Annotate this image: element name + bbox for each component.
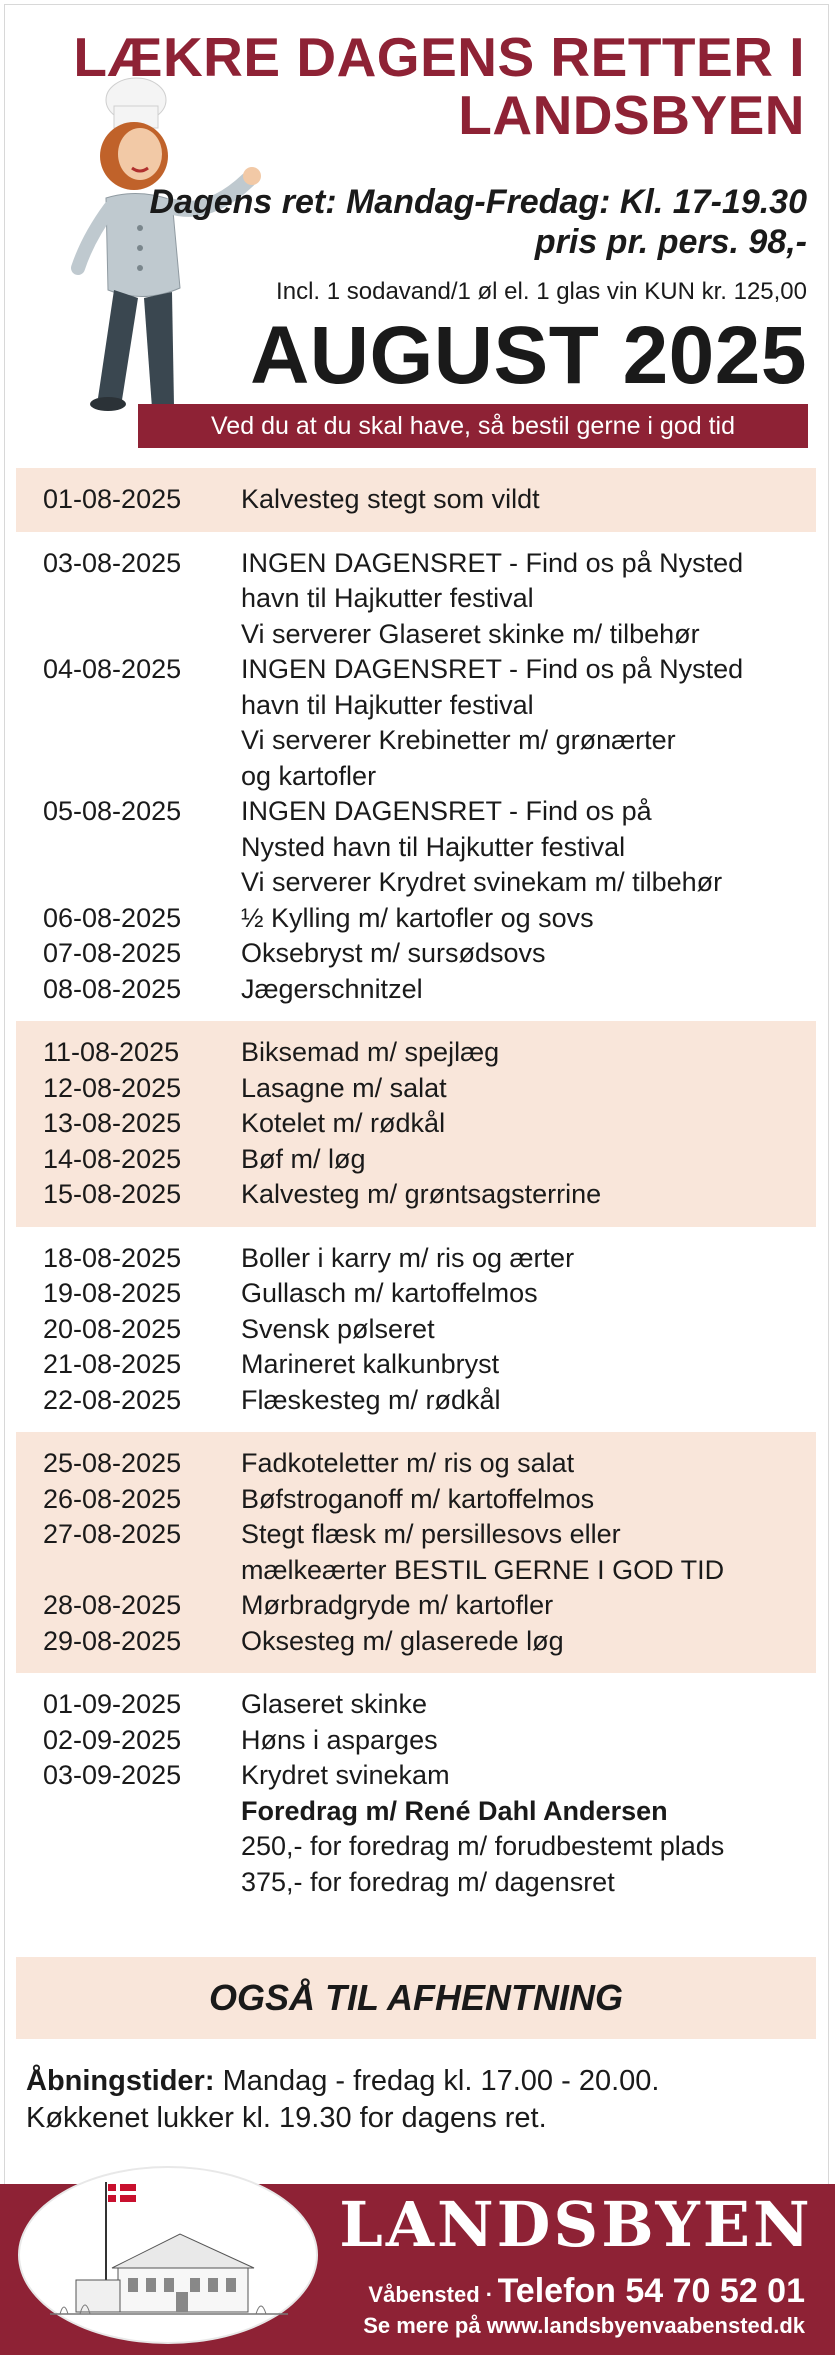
dish-line: INGEN DAGENSRET - Find os på Nysted bbox=[241, 654, 744, 684]
menu-date: 03-09-2025 bbox=[43, 1760, 182, 1790]
menu-row bbox=[16, 1624, 816, 1660]
event-price-line: 375,- for foredrag m/ dagensret bbox=[241, 1866, 615, 1897]
dish-line: og kartofler bbox=[241, 760, 377, 791]
menu-date: 27-08-2025 bbox=[43, 1519, 182, 1549]
menu-date: 25-08-2025 bbox=[43, 1448, 182, 1478]
month-heading: AUGUST 2025 bbox=[250, 310, 807, 401]
menu-row bbox=[16, 1723, 816, 1759]
restaurant-logo bbox=[18, 2166, 318, 2344]
menu-date: 18-08-2025 bbox=[43, 1242, 182, 1273]
dish-line: Kalvesteg m/ grøntsagsterrine bbox=[241, 1179, 602, 1209]
menu-dish bbox=[241, 1177, 816, 1213]
dish-line: Kalvesteg stegt som vildt bbox=[241, 484, 540, 514]
price-line: pris pr. pers. 98,- bbox=[534, 223, 807, 261]
menu-row bbox=[16, 1687, 816, 1723]
menu-dish bbox=[241, 1241, 816, 1277]
dish-line: Oksebryst m/ sursødsovs bbox=[241, 938, 546, 968]
menu-date: 04-08-2025 bbox=[43, 654, 182, 684]
menu-dish bbox=[241, 1276, 816, 1312]
dish-line: Boller i karry m/ ris og ærter bbox=[241, 1242, 575, 1273]
dish-line: Kotelet m/ rødkål bbox=[241, 1108, 446, 1138]
menu-date: 11-08-2025 bbox=[43, 1037, 180, 1067]
menu-row bbox=[16, 1177, 816, 1213]
dish-line: Høns i asparges bbox=[241, 1724, 438, 1755]
menu-dish bbox=[241, 652, 816, 794]
menu-dish bbox=[241, 1312, 816, 1348]
menu-date: 28-08-2025 bbox=[43, 1590, 182, 1620]
menu-row bbox=[16, 1142, 816, 1178]
dish-line: Bøfstroganoff m/ kartoffelmos bbox=[241, 1483, 595, 1514]
menu-date: 08-08-2025 bbox=[43, 973, 182, 1004]
hours-line: Dagens ret: Mandag-Fredag: Kl. 17-19.30 bbox=[149, 183, 807, 221]
menu-date: 22-08-2025 bbox=[43, 1384, 182, 1415]
dish-line: havn til Hajkutter festival bbox=[241, 583, 534, 613]
building-illustration bbox=[20, 2168, 316, 2342]
dish-line: Nysted havn til Hajkutter festival bbox=[241, 831, 626, 862]
menu-date: 01-08-2025 bbox=[43, 484, 182, 514]
dish-line: Bøf m/ løg bbox=[241, 1143, 366, 1174]
menu-date: 26-08-2025 bbox=[43, 1483, 182, 1514]
dish-line: Vi serverer Krebinetter m/ grønærter bbox=[241, 725, 676, 755]
menu-row bbox=[16, 972, 816, 1008]
menu-row bbox=[16, 1276, 816, 1312]
menu-row bbox=[16, 1347, 816, 1383]
page-title bbox=[0, 28, 805, 144]
dish-line: INGEN DAGENSRET - Find os på bbox=[241, 796, 652, 826]
opening-hours-label: Åbningstider: bbox=[26, 2065, 215, 2097]
dish-line: Krydret svinekam bbox=[241, 1760, 450, 1790]
menu-row bbox=[16, 1035, 816, 1071]
menu-date: 07-08-2025 bbox=[43, 938, 182, 968]
dish-line: Svensk pølseret bbox=[241, 1313, 435, 1344]
dish-line: Jægerschnitzel bbox=[241, 973, 423, 1004]
order-banner: Ved du at du skal have, så bestil gerne i god tid bbox=[138, 404, 808, 448]
dish-line: Oksesteg m/ glaserede løg bbox=[241, 1625, 564, 1656]
menu-row bbox=[16, 652, 816, 794]
menu-row bbox=[16, 936, 816, 972]
menu-dish bbox=[241, 972, 816, 1008]
menu-dish bbox=[241, 1347, 816, 1383]
menu-dish bbox=[241, 1723, 816, 1759]
menu-dish bbox=[241, 1035, 816, 1071]
menu-row bbox=[16, 1383, 816, 1419]
menu-date: 03-08-2025 bbox=[43, 547, 182, 578]
dish-line: Flæskesteg m/ rødkål bbox=[241, 1384, 501, 1415]
menu-row bbox=[16, 482, 816, 518]
menu-list bbox=[16, 468, 816, 1914]
menu-date: 13-08-2025 bbox=[43, 1108, 182, 1138]
website-link[interactable]: Se mere på www.landsbyenvaabensted.dk bbox=[363, 2313, 805, 2338]
menu-date: 05-08-2025 bbox=[43, 796, 182, 826]
menu-dish bbox=[241, 482, 816, 518]
menu-row bbox=[16, 1517, 816, 1588]
menu-dish bbox=[241, 901, 816, 937]
menu-dish bbox=[241, 1758, 816, 1900]
menu-date: 29-08-2025 bbox=[43, 1625, 182, 1656]
dish-line: Gullasch m/ kartoffelmos bbox=[241, 1278, 538, 1308]
menu-week bbox=[16, 532, 816, 1022]
town-name: Vå​bensted · bbox=[368, 2282, 494, 2307]
title-line-2: LANDSBYEN bbox=[458, 84, 805, 146]
menu-row bbox=[16, 794, 816, 901]
menu-date: 20-08-2025 bbox=[43, 1313, 182, 1344]
dish-line: Vi serverer Glaseret skinke m/ tilbehør bbox=[241, 618, 700, 649]
title-line-1: LÆKRE DAGENS RETTER I bbox=[73, 26, 805, 88]
dish-line: Stegt flæsk m/ persillesovs eller bbox=[241, 1519, 621, 1549]
menu-row bbox=[16, 1071, 816, 1107]
dish-line: Lasagne m/ salat bbox=[241, 1072, 447, 1103]
menu-dish bbox=[241, 1142, 816, 1178]
menu-row bbox=[16, 901, 816, 937]
menu-week bbox=[16, 1673, 816, 1914]
menu-dish bbox=[241, 1106, 816, 1142]
menu-dish bbox=[241, 936, 816, 972]
menu-date: 14-08-2025 bbox=[43, 1143, 182, 1174]
menu-date: 15-08-2025 bbox=[43, 1179, 182, 1209]
menu-dish bbox=[241, 1446, 816, 1482]
menu-row bbox=[16, 1588, 816, 1624]
menu-dish bbox=[241, 1071, 816, 1107]
dish-line: Vi serverer Krydret svinekam m/ tilbehør bbox=[241, 867, 723, 897]
menu-row bbox=[16, 1312, 816, 1348]
menu-date: 21-08-2025 bbox=[43, 1349, 182, 1379]
contact-block bbox=[363, 2272, 805, 2339]
opening-hours-days: Mandag - fredag kl. 17.00 - 20.00. bbox=[222, 2065, 660, 2097]
menu-date: 01-09-2025 bbox=[43, 1689, 182, 1719]
menu-dish bbox=[241, 1687, 816, 1723]
dish-line: Mørbradgryde m/ kartofler bbox=[241, 1590, 554, 1620]
menu-dish bbox=[241, 1517, 816, 1588]
menu-row bbox=[16, 546, 816, 653]
menu-dish bbox=[241, 1383, 816, 1419]
menu-row bbox=[16, 1446, 816, 1482]
dish-line: ½ Kylling m/ kartofler og sovs bbox=[241, 902, 594, 933]
kitchen-closing: Køkkenet lukker kl. 19.30 for dagens ret. bbox=[26, 2102, 547, 2134]
event-title: Foredrag m/ René Dahl Andersen bbox=[241, 1795, 668, 1826]
dish-line: Glaseret skinke bbox=[241, 1689, 428, 1719]
dish-line: Fadkoteletter m/ ris og salat bbox=[241, 1448, 575, 1478]
event-price-line: 250,- for foredrag m/ forudbestemt plads bbox=[241, 1831, 725, 1861]
opening-hours bbox=[26, 2063, 659, 2137]
menu-week bbox=[16, 1432, 816, 1673]
menu-row bbox=[16, 1241, 816, 1277]
menu-dish bbox=[241, 1624, 816, 1660]
menu-dish bbox=[241, 794, 816, 901]
menu-date: 06-08-2025 bbox=[43, 902, 182, 933]
menu-row bbox=[16, 1106, 816, 1142]
menu-date: 12-08-2025 bbox=[43, 1072, 182, 1103]
menu-date: 19-08-2025 bbox=[43, 1278, 182, 1308]
menu-week bbox=[16, 1021, 816, 1227]
pickup-banner: OGSÅ TIL AFHENTNING bbox=[16, 1957, 816, 2039]
dish-line: INGEN DAGENSRET - Find os på Nysted bbox=[241, 547, 744, 578]
menu-week bbox=[16, 468, 816, 532]
menu-date: 02-09-2025 bbox=[43, 1724, 182, 1755]
included-line: Incl. 1 sodavand/1 øl el. 1 glas vin KUN kr. 125,00 bbox=[276, 278, 807, 305]
dish-line: mælkeærter BESTIL GERNE I GOD TID bbox=[241, 1554, 725, 1585]
menu-dish bbox=[241, 1588, 816, 1624]
menu-row bbox=[16, 1758, 816, 1900]
phone-number: Telefon 54 70 52 01 bbox=[497, 2272, 805, 2310]
menu-row bbox=[16, 1482, 816, 1518]
menu-week bbox=[16, 1227, 816, 1433]
dish-line: Marineret kalkunbryst bbox=[241, 1349, 500, 1379]
dish-line: Biksemad m/ spejlæg bbox=[241, 1037, 500, 1067]
menu-dish bbox=[241, 1482, 816, 1518]
menu-dish bbox=[241, 546, 816, 653]
brand-name: LANDSBYEN bbox=[339, 2188, 813, 2261]
dish-line: havn til Hajkutter festival bbox=[241, 689, 534, 720]
